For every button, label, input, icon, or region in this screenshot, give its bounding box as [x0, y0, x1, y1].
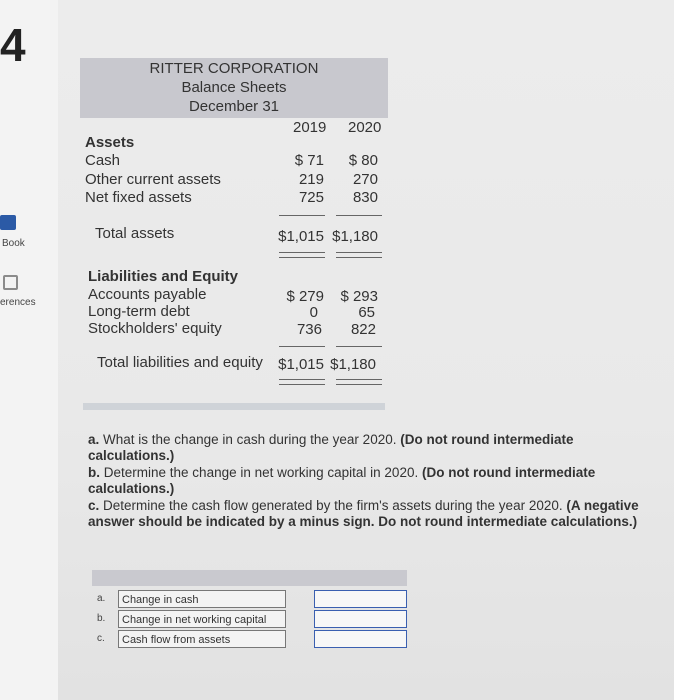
liability-label: Accounts payable — [88, 286, 207, 303]
question-b — [88, 465, 653, 497]
answer-row-a — [92, 590, 407, 610]
asset-label: Other current assets — [85, 171, 221, 188]
subtotal-rule — [336, 346, 382, 347]
question-text: Determine the change in net working capital in 2020. — [103, 465, 419, 480]
references-icon[interactable] — [3, 275, 18, 290]
liability-2019-value: $ 279 — [286, 288, 324, 305]
year-2019-header: 2019 — [293, 119, 327, 136]
question-note: (Do not round intermediate calculations.) — [88, 465, 596, 496]
subtotal-rule — [336, 215, 382, 216]
liability-2020-value: 822 — [350, 321, 376, 338]
liability-label: Stockholders' equity — [88, 320, 222, 337]
total-double-rule — [336, 379, 382, 385]
question-text: Determine the cash flow generated by the firm's assets during the year 2020. — [103, 498, 563, 513]
total-assets-2019: $1,015 — [278, 228, 324, 245]
answer-letter: a. — [97, 593, 106, 604]
subtotal-rule — [279, 346, 325, 347]
answer-table-header — [92, 570, 407, 586]
question-letter: b. — [88, 465, 100, 480]
asset-2020-value: 830 — [352, 189, 378, 206]
question-number: 4 — [0, 19, 26, 71]
total-double-rule — [279, 379, 325, 385]
year-2020-header: 2020 — [348, 119, 382, 136]
asset-label: Net fixed assets — [85, 189, 192, 206]
total-double-rule — [279, 252, 325, 258]
cash-flow-from-assets-input[interactable] — [314, 630, 407, 648]
liability-2019-value: 0 — [309, 304, 318, 321]
total-assets-2020: $1,180 — [332, 228, 378, 245]
answer-letter: b. — [97, 613, 106, 624]
question-note: (A negative answer should be indicated by a minus sign. Do not round intermediate calculations.) — [88, 498, 639, 529]
answer-row-c — [92, 630, 407, 650]
asset-2020-value: 270 — [352, 171, 378, 188]
question-text: What is the change in cash during the year 2020. — [103, 432, 397, 447]
liability-label: Long-term debt — [88, 303, 190, 320]
statement-title: Balance Sheets — [181, 79, 287, 96]
subtotal-rule — [279, 215, 325, 216]
question-letter: c. — [88, 498, 100, 513]
answer-label: Change in cash — [118, 590, 286, 608]
total-assets-label: Total assets — [95, 225, 175, 242]
liability-2019-value: 736 — [296, 321, 322, 338]
liabilities-heading: Liabilities and Equity — [88, 268, 239, 285]
sidebar-book-label[interactable]: Book — [2, 238, 25, 249]
asset-2020-value: $ 80 — [348, 152, 378, 169]
question-a — [88, 432, 648, 464]
change-in-nwc-input[interactable] — [314, 610, 407, 628]
liability-2020-value: $ 293 — [340, 288, 378, 305]
assets-heading: Assets — [85, 134, 135, 151]
asset-2019-value: 219 — [298, 171, 324, 188]
total-liabilities-2019: $1,015 — [278, 356, 324, 373]
liability-2020-value: 65 — [358, 304, 375, 321]
answer-letter: c. — [97, 633, 105, 644]
asset-2019-value: 725 — [298, 189, 324, 206]
sidebar-references-label[interactable]: erences — [0, 297, 36, 308]
question-note: (Do not round intermediate calculations.) — [88, 432, 574, 463]
answer-row-b — [92, 610, 407, 630]
question-c — [88, 498, 658, 530]
book-icon[interactable] — [0, 215, 16, 230]
section-divider — [83, 403, 385, 410]
left-sidebar — [0, 0, 58, 700]
total-double-rule — [336, 252, 382, 258]
asset-label: Cash — [85, 152, 121, 169]
statement-date: December 31 — [188, 98, 280, 115]
total-liabilities-label: Total liabilities and equity — [97, 354, 263, 371]
asset-2019-value: $ 71 — [294, 152, 324, 169]
question-letter: a. — [88, 432, 100, 447]
answer-label: Cash flow from assets — [118, 630, 286, 648]
total-liabilities-2020: $1,180 — [330, 356, 376, 373]
answer-label: Change in net working capital — [118, 610, 286, 628]
change-in-cash-input[interactable] — [314, 590, 407, 608]
company-name: RITTER CORPORATION — [149, 60, 319, 77]
